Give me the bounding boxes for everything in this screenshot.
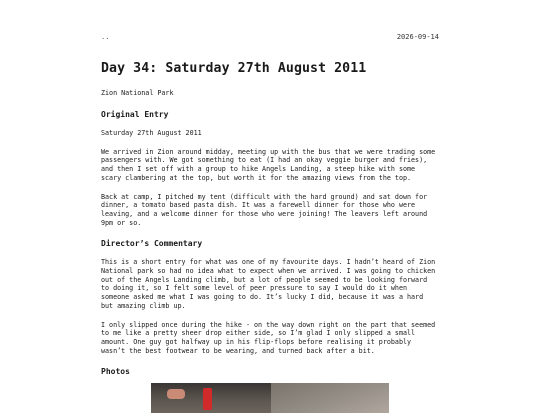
photos-heading: Photos — [101, 367, 130, 377]
page-date: 2026-09-14 — [396, 33, 439, 41]
page-content — [101, 0, 439, 377]
original-paragraph: Back at camp, I pitched my tent (difficult with the hard ground) and sat down for dinner, a tomato based pasta dish. It was a farewell dinner for those who were leaving, and a welcome dinner for those who were joining! The leavers left around 9pm or so. — [101, 192, 428, 227]
photo-red-shirt-area — [203, 388, 212, 410]
page-title: Day 34: Saturday 27th August 2011 — [101, 61, 367, 76]
original-entry-heading: Original Entry — [101, 110, 169, 119]
commentary-paragraph: This is a short entry for what was one of my favourite days. I hadn’t heard of Zion National park so had no idea what to expect when we arrived. I was going to chicken out of the Angels Landing climb, but a lot of people seemed to be looking forward to doing it, so I felt some level of peer pressure to say I would do it when someone asked me what I was going to do. It’s lucky I did, because it was a hard but amazing climb up. — [101, 258, 436, 310]
original-paragraph: We arrived in Zion around midday, meeting up with the bus that we were trading some passengers with. We got something to eat (I had an okay veggie burger and fries), and then I set off with a group to hike Angels Landing, a steep hike with some scary clambering at the top, but worth it for the amazing views from the top. — [101, 147, 436, 182]
hike-photo[interactable] — [151, 383, 389, 413]
top-bar — [101, 33, 439, 53]
commentary-paragraph: I only slipped once during the hike - on the way down right on the part that seemed to me like a pretty sheer drop either side, so I’m glad I only slipped a small amount. One guy got halfway up in his flip-flops before realising it probably wasn’t the best footwear to be wearing, and turned back after a bit. — [101, 320, 436, 355]
photo-rock-area — [271, 383, 389, 413]
original-entry-date: Saturday 27th August 2011 — [101, 129, 202, 137]
back-link[interactable]: .. — [101, 33, 110, 41]
location-subtitle: Zion National Park — [101, 89, 174, 97]
photo-hand-area — [167, 389, 185, 399]
commentary-heading: Director’s Commentary — [101, 239, 203, 249]
